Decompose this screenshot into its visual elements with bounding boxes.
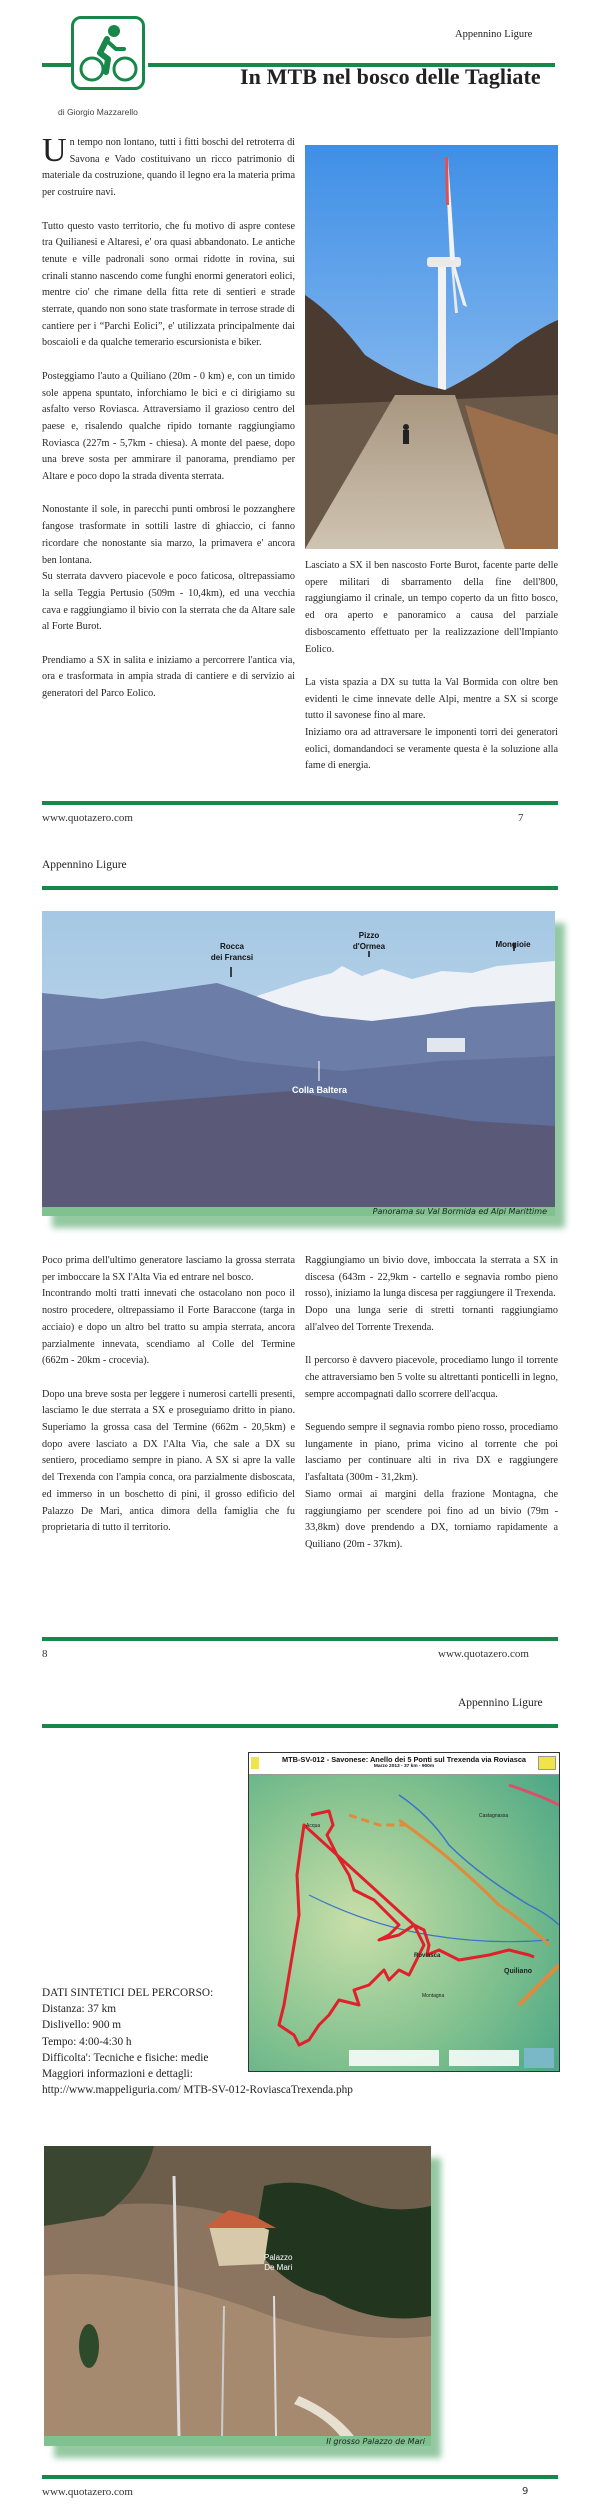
paragraph: Nonostante il sole, in parecchi punti ombrosi le pozzanghere fangose trasformate in sottili lastre di ghiaccio, ci fanno ricordare che nonostante sia marzo, la primavera e' ancora ben lontana.	[42, 504, 295, 566]
map-place-montagna: Montagna	[422, 1993, 445, 1999]
cyclist-logo	[71, 16, 145, 90]
cyclist-icon	[74, 19, 142, 87]
footer-rule	[42, 1637, 558, 1641]
map-flag	[251, 1757, 259, 1769]
paragraph: Iniziamo ora ad attraversare le imponenti torri dei generatori eolici, domandandoci se veramente questa è la soluzione alla fame di energia.	[305, 727, 558, 772]
paragraph: La vista spazia a DX su tutta la Val Bormida con oltre ben evidenti le cime innevate delle Alpi, mentre a SX si scorge tutto il savonese fino al mare.	[305, 676, 558, 722]
section-label: Appennino Ligure	[458, 1697, 543, 1709]
summary-difficulty: Difficolta': Tecniche e fisiche: medie	[42, 2051, 209, 2064]
palazzo-label: Palazzo De Mari	[264, 2253, 293, 2272]
left-column	[42, 1253, 295, 1537]
map-title: MTB-SV-012 - Savonese: Anello dei 5 Ponti sul Trexenda via Roviasca	[281, 1755, 527, 1764]
byline: di Giorgio Mazzarello	[58, 107, 138, 117]
paragraph: Tutto questo vasto territorio, che fu motivo di aspre contese tra Quilianesi e Altaresi, e' ora quasi abbandonato. Le antiche tenute e ville padronali sono ormai ridotte in rovina, sui crinali stanno nascendo come funghi enormi generatori eolici, mentre cio' che rimane della fitta rete di sentieri e strade sterrate, quando non sono state trasformate in terrose strade di cantiere per i “Parchi Eolici”, e' utilizzata principalmente dai boscaioli e da qualche temerario escursionista e biker.	[42, 220, 295, 349]
map-place-quiliano: Quiliano	[504, 1968, 532, 1975]
paragraph: Siamo ormai ai margini della frazione Montagna, che raggiungiamo per scendere poi fino ad un bivio (79m - 33,8km) dove prendendo a DX, torniamo rapidamente a Quiliano (20m - 37km).	[305, 1488, 558, 1550]
paragraph: Dopo una lunga serie di stretti tornanti raggiungiamo all'alveo del Torrente Trexenda.	[305, 1305, 558, 1333]
map-header	[249, 1753, 559, 1775]
footer-url[interactable]: www.quotazero.com	[438, 1648, 529, 1660]
palazzo-image	[44, 2146, 431, 2436]
paragraph: Dopo una breve sosta per leggere i numerosi cartelli presenti, lasciamo le due sterrata a SX e proseguiamo dritto in piano. Superiamo la grossa casa del Termine (662m - 20,5km) e dopo avere lasciato a DX l'Alta Via, che sale a DX su sentiero, procediamo sempre in piano. A SX si apre la valle del Trexenda con l'ampia conca, ora parzialmente disboscata, ed immerso in un boschetto di pini, il grosso edificio del Palazzo De Mari, antica dimora della famiglia che fu proprietaria di tutto il territorio.	[42, 1388, 295, 1534]
section-label: Appennino Ligure	[42, 859, 127, 871]
footer-url[interactable]: www.quotazero.com	[42, 812, 133, 824]
map-place-castagnassa: Castagnassa	[479, 1813, 509, 1819]
panorama-label-colla: Colla Baltera	[292, 1085, 348, 1095]
summary-heading: DATI SINTETICI DEL PERCORSO:	[42, 1987, 214, 1999]
wind-turbine-image	[305, 145, 558, 549]
wind-turbine-photo	[305, 145, 558, 549]
paragraph: Posteggiamo l'auto a Quiliano (20m - 0 km) e, con un timido sole appena spuntato, inforchiamo le bici e ci dirigiamo su asfalto verso Roviasca. Attraversiamo il grazioso centro del paese e, risalendo qualche ripido tornante raggiungiamo Roviasca (227m - 5,7km - chiesa). A monte del paese, dopo una breve sosta per ammirare il panorama, prendiamo per Altare e poco dopo la strada diventa sterrata.	[42, 370, 295, 483]
paragraph: Lasciato a SX il ben nascosto Forte Burot, facente parte delle opere militari di sbarramento della fine dell'800, raggiungiamo il crinale, un tempo coperto da un fitto bosco, ed ora aperto e panoramico a causa del parziale disboscamento effettuato per la realizzazione dell'Impianto Eolico.	[305, 560, 558, 655]
palazzo-photo	[44, 2146, 431, 2446]
paragraph: Prendiamo a SX in salita e iniziamo a percorrere l'antica via, ora e trasformata in ampia strada di cantiere e di servizio ai generatori del Parco Eolico.	[42, 654, 295, 700]
panorama-photo	[42, 911, 555, 1216]
header-rule-left	[42, 63, 71, 67]
right-column	[305, 558, 558, 775]
page-number: 8	[42, 1648, 48, 1660]
map-place-roviasca: Roviasca	[414, 1953, 441, 1959]
paragraph: Poco prima dell'ultimo generatore lasciamo la grossa sterrata per imboccare la SX l'Alta Via ed entrare nel bosco.	[42, 1255, 295, 1283]
panorama-caption: Panorama su Val Bormida ed Alpi Marittime	[372, 1207, 547, 1216]
header-rule	[42, 1724, 558, 1728]
summary-distance: Distanza: 37 km	[42, 2003, 117, 2016]
paragraph: Il percorso è davvero piacevole, procediamo lungo il torrente che attraversiamo ben 5 volte su altrettanti ponticelli in legno, sempre accompagnati dallo scorrere dell'acqua.	[305, 1355, 558, 1400]
panorama-image	[42, 911, 555, 1207]
summary-elevation: Dislivello: 900 m	[42, 2019, 122, 2032]
summary-time: Tempo: 4:00-4:30 h	[42, 2035, 132, 2048]
footer-rule	[42, 801, 558, 805]
footer-rule	[42, 2475, 558, 2479]
route-summary	[42, 1985, 353, 2098]
summary-more-info: Maggiori informazioni e dettagli:	[42, 2068, 193, 2081]
left-column: Un tempo non lontano, tutti i fitti boschi del retroterra di Savona e Vado costituivano un ricco patrimonio di materiale da costruzione, quando il legno era la materia prima per costruire navi. Tutto questo vasto territorio, che fu motivo di aspre contese tra Quilianesi e Altaresi, e' ora quasi abbandonato. Le antiche tenute e ville padronali sono ormai ridotte in rovina, sui crinali stanno nascendo come funghi enormi generatori eolici, mentre cio' che rimane della fitta rete di sentieri e strade sterrate, quando non sono state trasformate in terrose strade di cantiere per i “Parchi Eolici”, e' utilizzata principalmente dai boscaioli e da qualche temerario escursionista e biker. Posteggiamo l'auto a Quiliano (20m - 0 km) e, con un timido sole appena spuntato, inforchiamo le bici e ci dirigiamo su asfalto verso Roviasca. Attraversiamo il grazioso centro del paese e, risalendo qualche ripido tornante raggiungiamo Roviasca (227m - 5,7km - chiesa). A monte del paese, dopo una breve sosta per ammirare il panorama, prendiamo per Altare e poco dopo la strada diventa sterrata. Nonostante il sole, in parecchi punti ombrosi le pozzanghere fangose trasformate in sottili lastre di ghiaccio, ci fanno ricordare che nonostante sia marzo, la primavera e' ancora ben lontana. Su sterrata davvero piacevole e poco faticosa, oltrepassiamo la sella Teggia Pertusio (509m - 10,4km), ed una vecchia cava e raggiungiamo il bivio con la sterrata che da Altare sale al Forte Burot. Prendiamo a SX in salita e iniziamo a percorrere l'antica via, ora e trasformata in ampia strada di cantiere e di servizio ai generatori del Parco Eolico.	[42, 135, 295, 703]
map-subtitle: Marzo 2013 - 37 km - 900m	[373, 1764, 435, 1769]
section-label: Appennino Ligure	[455, 29, 533, 40]
right-column	[305, 1253, 558, 1554]
paragraph: Raggiungiamo un bivio dove, imboccata la sterrata a SX in discesa (643m - 22,9km - cartello e segnavia rombo pieno rosso), iniziamo la lunga discesa per raggiungere il Trexenda.	[305, 1255, 558, 1300]
paragraph: Su sterrata davvero piacevole e poco faticosa, oltrepassiamo la sella Teggia Pertusio (509m - 10,4km), ed una vecchia cava e raggiungiamo il bivio con la sterrata che da Altare sale al Forte Burot.	[42, 571, 295, 633]
dropcap: U	[42, 132, 67, 169]
paragraph: Incontrando molti tratti innevati che ostacolano non poco il nostro procedere, oltrepassiamo il Forte Baraccone (targa in acciaio) e dopo un altro bel tratto su ampia sterrata, ancora parzialmente innevata, scendiamo al Colle del Termine (662m - 20km - crocevia).	[42, 1288, 295, 1367]
article-title: In MTB nel bosco delle Tagliate	[240, 64, 541, 89]
header-rule	[42, 886, 558, 890]
paragraph: Seguendo sempre il segnavia rombo pieno rosso, procediamo lungamente in piano, prima vicino al torrente che poi lasciamo per continuare alti in riva DX e raggiungere l'asfaltata (300m - 31,2km).	[305, 1422, 558, 1484]
map-place-acqua: Acqua	[306, 1823, 321, 1829]
summary-link[interactable]: http://www.mappeliguria.com/ MTB-SV-012-RoviascaTrexenda.php	[42, 2084, 353, 2097]
bike-badge-icon	[538, 1756, 556, 1770]
page-number: 7	[518, 812, 524, 824]
footer-url[interactable]: www.quotazero.com	[42, 2486, 133, 2498]
panorama-label-pizzo: Pizzo d'Ormea	[352, 931, 386, 951]
panorama-label-rocca: Rocca dei Francsi	[210, 942, 254, 962]
palazzo-caption: Il grosso Palazzo de Mari	[326, 2437, 425, 2446]
panorama-label-mongioie: Mongioie	[495, 940, 531, 949]
page-number: 9	[522, 2486, 529, 2497]
